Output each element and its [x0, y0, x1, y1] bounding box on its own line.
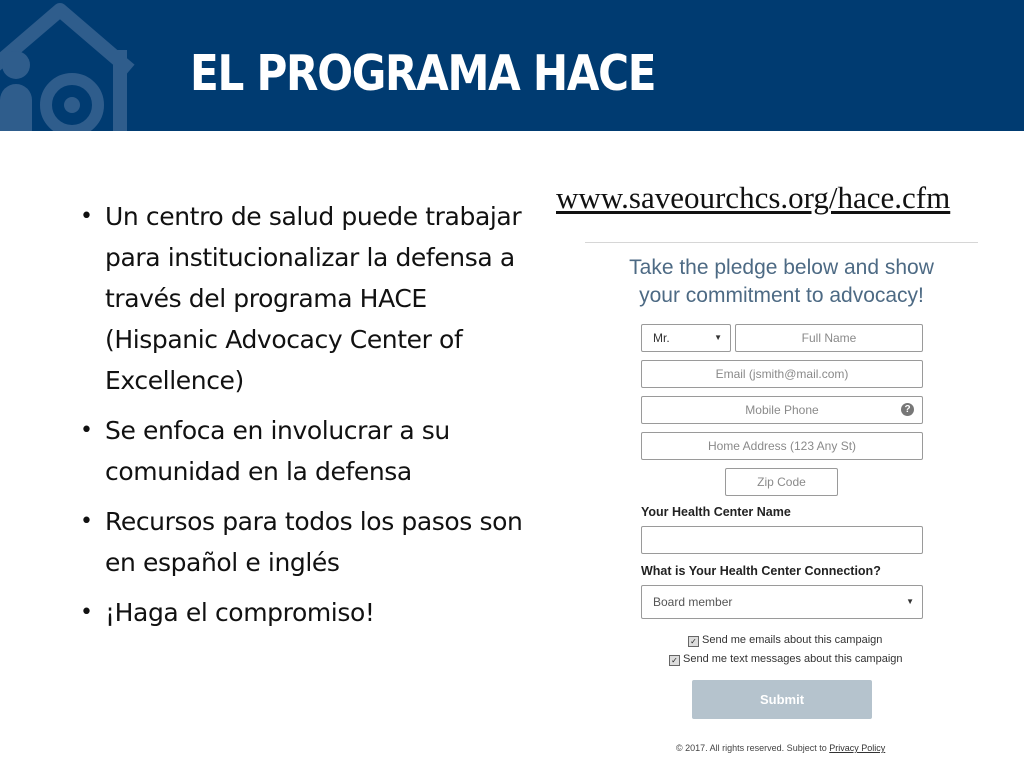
email-optin-row[interactable]: ✓ Send me emails about this campaign: [688, 634, 882, 647]
title-banner: [0, 0, 1024, 131]
chevron-down-icon: ▼: [906, 597, 914, 606]
health-center-input[interactable]: [641, 526, 923, 554]
pledge-heading: Take the pledge below and show your commitment to advocacy!: [629, 256, 934, 307]
website-link[interactable]: www.saveourchcs.org/hace.cfm: [556, 180, 951, 215]
zip-code-input[interactable]: Zip Code: [725, 468, 838, 496]
slide-title: EL PROGRAMA HACE: [190, 45, 656, 102]
full-name-input[interactable]: Full Name: [735, 324, 923, 352]
privacy-policy-link[interactable]: Privacy Policy: [829, 743, 886, 753]
divider: [585, 242, 978, 243]
mobile-phone-input[interactable]: Mobile Phone ?: [641, 396, 923, 424]
salutation-select[interactable]: Mr. ▼: [641, 324, 731, 352]
question-circle-icon[interactable]: ?: [901, 403, 914, 416]
connection-select[interactable]: Board member ▼: [641, 585, 923, 619]
home-address-input[interactable]: Home Address (123 Any St): [641, 432, 923, 460]
bullet-item: • Un centro de salud puede trabajar para institucionalizar la defensa a través del programa HACE (Hispanic Advocacy Center of Excellence): [76, 196, 526, 401]
connection-label: What is Your Health Center Connection?: [641, 564, 881, 578]
house-logo-icon: [0, 0, 200, 131]
health-center-label: Your Health Center Name: [641, 505, 791, 519]
bullet-item: • Recursos para todos los pasos son en español e inglés: [76, 501, 526, 583]
copyright-footer: © 2017. All rights reserved. Subject to Privacy Policy: [676, 743, 886, 753]
bullet-dot-icon: •: [80, 509, 93, 534]
bullet-item: • ¡Haga el compromiso!: [76, 592, 526, 633]
email-input[interactable]: Email (jsmith@mail.com): [641, 360, 923, 388]
bullet-dot-icon: •: [80, 418, 93, 443]
bullet-list: [76, 196, 526, 642]
checkbox-checked-icon[interactable]: ✓: [669, 655, 680, 666]
submit-button[interactable]: Submit: [692, 680, 872, 719]
bullet-dot-icon: •: [80, 204, 93, 229]
bullet-item: • Se enfoca en involucrar a su comunidad en la defensa: [76, 410, 526, 492]
pledge-form: [585, 242, 978, 762]
checkbox-checked-icon[interactable]: ✓: [688, 636, 699, 647]
chevron-down-icon: ▼: [714, 333, 722, 342]
bullet-dot-icon: •: [80, 600, 93, 625]
text-optin-row[interactable]: ✓ Send me text messages about this campaign: [669, 653, 903, 666]
